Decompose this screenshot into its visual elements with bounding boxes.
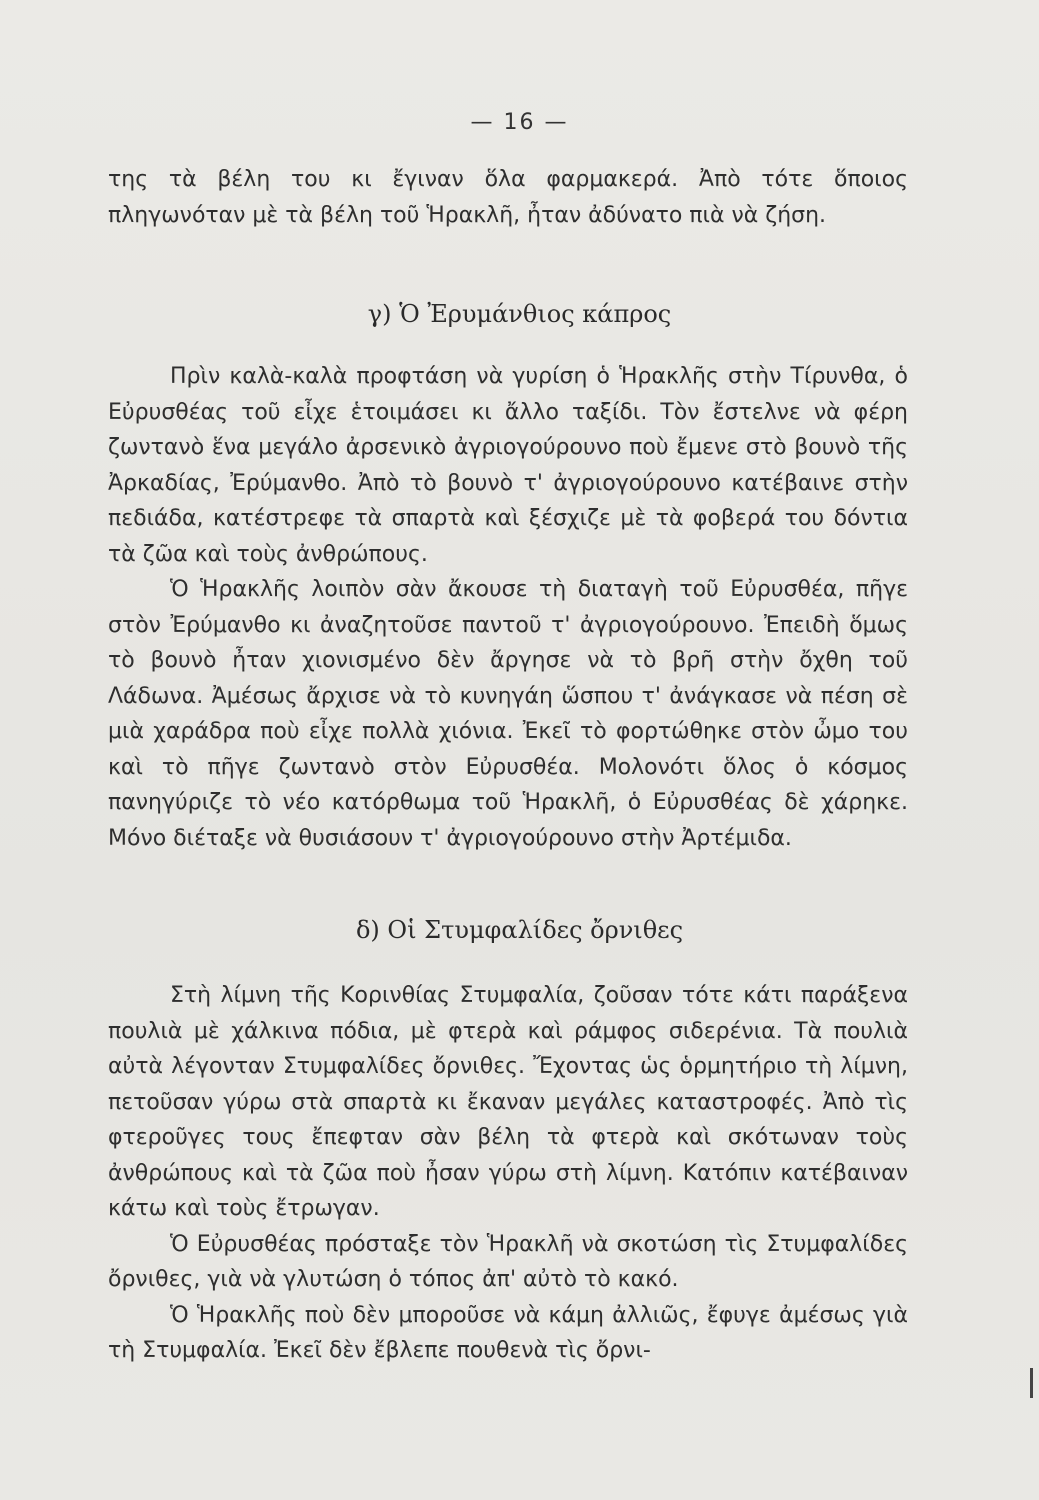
- page-edge-mark: [1030, 1368, 1033, 1398]
- section-heading-erymanthian-boar: γ) Ὁ Ἐρυμάνθιος κάπρος: [367, 300, 672, 328]
- paragraph: Πρὶν καλὰ-καλὰ προφτάση νὰ γυρίση ὁ Ἡρακλῆς στὴν Τίρυνθα, ὁ Εὐρυσθέας τοῦ εἶχε ἑτοιμάσει κι ἄλλο ταξίδι. Τὸν ἔστελνε νὰ φέρη ζωντανὸ ἕνα μεγάλο ἀρσενικὸ ἀγριογούρουνο ποὺ ἔμενε στὸ βουνὸ τῆς Ἀρκαδίας, Ἐρύμανθο. Ἀπὸ τὸ βουνὸ τ' ἀγριογούρουνο κατέβαινε στὴν πεδιάδα, κατέστρεφε τὰ σπαρτὰ καὶ ξέσχιζε μὲ τὰ φοβερά του δόντια τὰ ζῶα καὶ τοὺς ἀνθρώπους.: [108, 364, 908, 567]
- text-block-stymphalian-birds: [108, 978, 908, 1369]
- page-number: — 16 —: [470, 110, 569, 135]
- section-heading-stymphalian-birds: δ) Οἱ Στυμφαλίδες ὄρνιθες: [355, 916, 684, 944]
- text-block-erymanthian-boar: [108, 359, 908, 856]
- paragraph: της τὰ βέλη του κι ἔγιναν ὅλα φαρμακερά. Ἀπὸ τότε ὅποιος πληγωνόταν μὲ τὰ βέλη τοῦ Ἡρακλῆ, ἦταν ἀδύνατο πιὰ νὰ ζήση.: [108, 167, 908, 228]
- paragraph: Ὁ Εὐρυσθέας πρόσταξε τὸν Ἡρακλῆ νὰ σκοτώση τὶς Στυμφαλίδες ὄρνιθες, γιὰ νὰ γλυτώση ὁ τόπος ἀπ' αὐτὸ τὸ κακό.: [108, 1231, 908, 1292]
- text-block-intro: [108, 162, 908, 233]
- paragraph: Στὴ λίμνη τῆς Κορινθίας Στυμφαλία, ζοῦσαν τότε κάτι παράξενα πουλιὰ μὲ χάλκινα πόδια, μὲ φτερὰ καὶ ράμφος σιδερένια. Τὰ πουλιὰ αὐτὰ λέγονταν Στυμφαλίδες ὄρνιθες. Ἔχοντας ὡς ὁρμητήριο τὴ λίμνη, πετοῦσαν γύρω στὰ σπαρτὰ κι ἔκαναν μεγάλες καταστροφές. Ἀπὸ τὶς φτεροῦγες τους ἔπεφταν σὰν βέλη τὰ φτερὰ καὶ σκότωναν τοὺς ἀνθρώπους καὶ τὰ ζῶα ποὺ ἦσαν γύρω στὴ λίμνη. Κατόπιν κατέβαιναν κάτω καὶ τοὺς ἔτρωγαν.: [108, 983, 908, 1221]
- paragraph: Ὁ Ἡρακλῆς λοιπὸν σὰν ἄκουσε τὴ διαταγὴ τοῦ Εὐρυσθέα, πῆγε στὸν Ἐρύμανθο κι ἀναζητοῦσε παντοῦ τ' ἀγριογούρουνο. Ἐπειδὴ ὅμως τὸ βουνὸ ἦταν χιονισμένο δὲν ἄργησε νὰ τὸ βρῆ στὴν ὄχθη τοῦ Λάδωνα. Ἀμέσως ἄρχισε νὰ τὸ κυνηγάη ὥσπου τ' ἀνάγκασε νὰ πέση σὲ μιὰ χαράδρα ποὺ εἶχε πολλὰ χιόνια. Ἐκεῖ τὸ φορτώθηκε στὸν ὦμο του καὶ τὸ πῆγε ζωντανὸ στὸν Εὐρυσθέα. Μολονότι ὅλος ὁ κόσμος πανηγύριζε τὸ νέο κατόρθωμα τοῦ Ἡρακλῆ, ὁ Εὐρυσθέας δὲ χάρηκε. Μόνο διέταξε νὰ θυσιάσουν τ' ἀγριογούρουνο στὴν Ἀρτέμιδα.: [108, 577, 908, 851]
- paragraph: Ὁ Ἡρακλῆς ποὺ δὲν μποροῦσε νὰ κάμη ἀλλιῶς, ἔφυγε ἀμέσως γιὰ τὴ Στυμφαλία. Ἐκεῖ δὲν ἔβλεπε πουθενὰ τὶς ὄρνι-: [108, 1302, 908, 1363]
